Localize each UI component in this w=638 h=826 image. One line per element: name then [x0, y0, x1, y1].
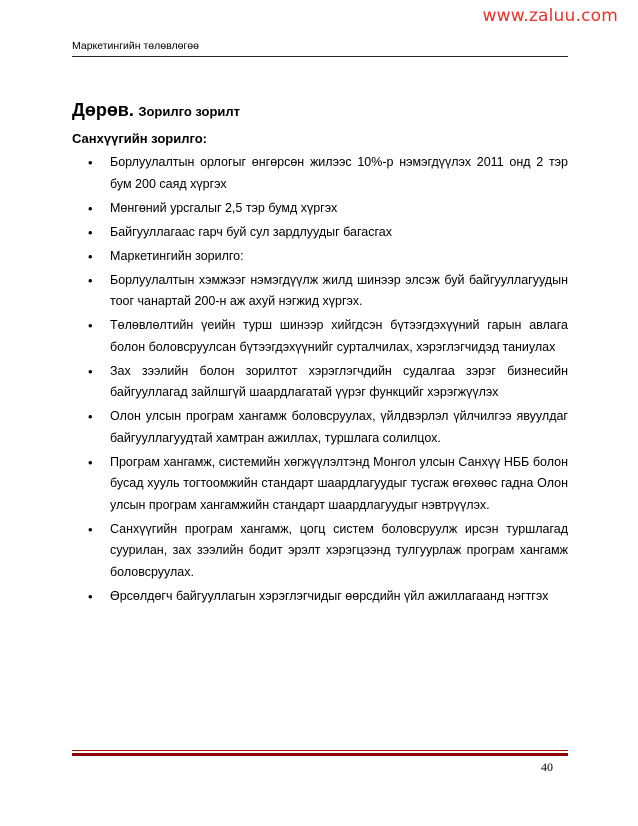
list-item: • Төлөвлөлтийн үеийн турш шинээр хийгдсэн бүтээгдэхүүний гарын авлага болон боловсруулсан бүтээгдэхүүнийг сурталчилах, хэрэглэгчидэд таниулах [72, 315, 568, 358]
list-item: • Олон улсын програм хангамж боловсруулах, үйлдвэрлэл үйлчилгээ явуулдаг байгууллагуудтай хамтран ажиллах, туршлага солилцох. [72, 406, 568, 449]
list-item: • Мөнгөний урсгалыг 2,5 тэр бумд хүргэх [72, 198, 568, 220]
header-divider [72, 56, 568, 57]
list-item: • Борлуулалтын хэмжээг нэмэгдүүлж жилд шинээр элсэж буй байгууллагуудын тоог чанартай 200-н аж ахуй нэгжид хүргэх. [72, 270, 568, 313]
goal-list [72, 152, 568, 610]
watermark-logo: www.zaluu.com [482, 6, 618, 26]
list-item: • Зах зээлийн болон зорилтот хэрэглэгчдийн судалгаа зэрэг бизнесийн байгууллагад зайлшгүй шаардлагатай үүрэг функцийг хэрэгжүүлэх [72, 361, 568, 404]
section-heading [72, 100, 240, 121]
list-item: • Програм хангамж, системийн хөгжүүлэлтэнд Монгол улсын Санхүү НББ болон бусад хууль тогтоомжийн стандарт шаардлагуудыг тусгаж өгөхөөс гадна Олон улсын програм хангамжийн стандарт шаардлагуудыг нэвтрүүлэх. [72, 452, 568, 517]
page-number: 40 [541, 760, 553, 774]
footer-divider-thick [72, 753, 568, 756]
running-header: Маркетингийн төлөвлөгөө [72, 40, 199, 52]
list-item: • Санхүүгийн програм хангамж, цогц систем боловсруулж ирсэн туршлагад суурилан, зах зээлийн бодит эрэлт хэрэгцээнд тулгуурлаж програм хангамж боловсруулах. [72, 519, 568, 584]
footer-divider-thin [72, 750, 568, 751]
list-item: • Маркетингийн зорилго: [72, 246, 568, 268]
section-title: Зорилго зорилт [138, 104, 241, 119]
list-item: • Байгууллагаас гарч буй сул зардлуудыг багасгах [72, 222, 568, 244]
section-number: Дөрөв. [72, 100, 134, 120]
list-item: • Борлуулалтын орлогыг өнгөрсөн жилээс 10%-р нэмэгдүүлэх 2011 онд 2 тэр бум 200 саяд хүргэх [72, 152, 568, 195]
subheading: Санхүүгийн зорилго: [72, 131, 207, 146]
list-item: • Өрсөлдөгч байгууллагын хэрэглэгчидыг өөрсдийн үйл ажиллагаанд нэгтгэх [72, 586, 568, 608]
